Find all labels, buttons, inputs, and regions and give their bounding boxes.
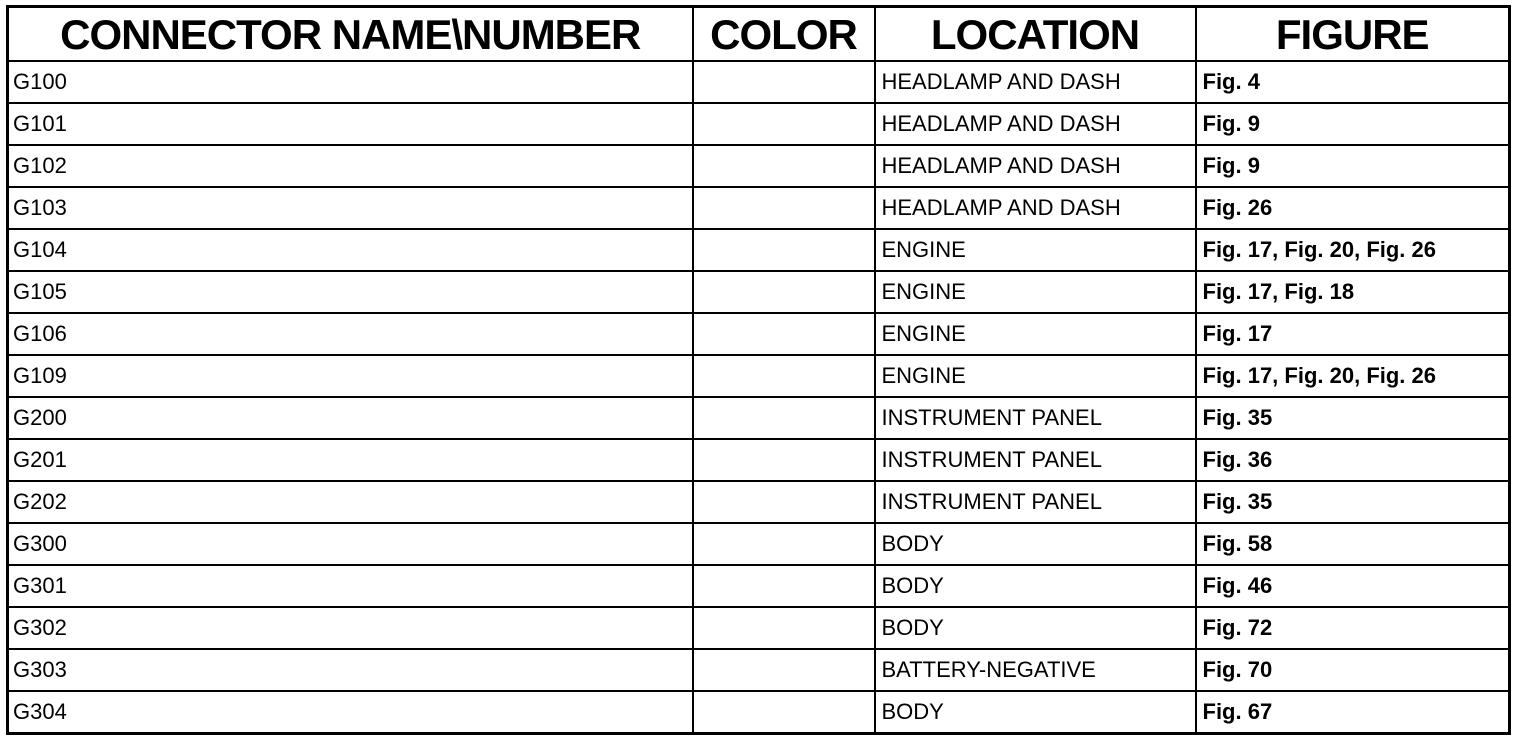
table-row: [8, 355, 1510, 397]
header-color: COLOR: [693, 7, 875, 62]
connector-name-cell: G101: [8, 103, 693, 145]
figure-cell: Fig. 4: [1196, 61, 1510, 103]
color-cell: [693, 607, 875, 649]
color-cell: [693, 145, 875, 187]
location-cell: BODY: [875, 607, 1196, 649]
connector-name-cell: G300: [8, 523, 693, 565]
location-cell: HEADLAMP AND DASH: [875, 187, 1196, 229]
location-cell: HEADLAMP AND DASH: [875, 103, 1196, 145]
color-cell: [693, 103, 875, 145]
figure-cell: Fig. 17: [1196, 313, 1510, 355]
table-row: [8, 313, 1510, 355]
connector-name-cell: G103: [8, 187, 693, 229]
figure-cell: Fig. 67: [1196, 691, 1510, 734]
location-cell: ENGINE: [875, 271, 1196, 313]
location-cell: BODY: [875, 565, 1196, 607]
connector-name-cell: G202: [8, 481, 693, 523]
figure-cell: Fig. 9: [1196, 103, 1510, 145]
table-row: [8, 229, 1510, 271]
location-cell: INSTRUMENT PANEL: [875, 439, 1196, 481]
header-figure: FIGURE: [1196, 7, 1510, 62]
table-row: [8, 103, 1510, 145]
connector-table: [6, 5, 1511, 735]
header-connector-name: CONNECTOR NAME\NUMBER: [8, 7, 693, 62]
figure-cell: Fig. 17, Fig. 18: [1196, 271, 1510, 313]
figure-cell: Fig. 72: [1196, 607, 1510, 649]
table-body: [8, 61, 1510, 734]
location-cell: ENGINE: [875, 313, 1196, 355]
location-cell: BODY: [875, 523, 1196, 565]
connector-name-cell: G100: [8, 61, 693, 103]
table-row: [8, 187, 1510, 229]
connector-name-cell: G200: [8, 397, 693, 439]
connector-name-cell: G106: [8, 313, 693, 355]
figure-cell: Fig. 26: [1196, 187, 1510, 229]
figure-cell: Fig. 17, Fig. 20, Fig. 26: [1196, 355, 1510, 397]
connector-name-cell: G109: [8, 355, 693, 397]
color-cell: [693, 229, 875, 271]
figure-cell: Fig. 17, Fig. 20, Fig. 26: [1196, 229, 1510, 271]
figure-cell: Fig. 9: [1196, 145, 1510, 187]
connector-name-cell: G303: [8, 649, 693, 691]
location-cell: HEADLAMP AND DASH: [875, 61, 1196, 103]
table-row: [8, 649, 1510, 691]
table-row: [8, 691, 1510, 734]
color-cell: [693, 355, 875, 397]
connector-name-cell: G102: [8, 145, 693, 187]
connector-name-cell: G105: [8, 271, 693, 313]
connector-name-cell: G104: [8, 229, 693, 271]
connector-name-cell: G302: [8, 607, 693, 649]
color-cell: [693, 439, 875, 481]
table-row: [8, 61, 1510, 103]
color-cell: [693, 523, 875, 565]
connector-name-cell: G304: [8, 691, 693, 734]
location-cell: ENGINE: [875, 355, 1196, 397]
location-cell: BODY: [875, 691, 1196, 734]
color-cell: [693, 313, 875, 355]
header-location: LOCATION: [875, 7, 1196, 62]
header-row: [8, 7, 1510, 62]
location-cell: HEADLAMP AND DASH: [875, 145, 1196, 187]
color-cell: [693, 187, 875, 229]
figure-cell: Fig. 35: [1196, 481, 1510, 523]
location-cell: INSTRUMENT PANEL: [875, 397, 1196, 439]
table-row: [8, 397, 1510, 439]
location-cell: BATTERY-NEGATIVE: [875, 649, 1196, 691]
color-cell: [693, 61, 875, 103]
connector-name-cell: G201: [8, 439, 693, 481]
table-row: [8, 523, 1510, 565]
location-cell: ENGINE: [875, 229, 1196, 271]
table-row: [8, 271, 1510, 313]
figure-cell: Fig. 70: [1196, 649, 1510, 691]
connector-name-cell: G301: [8, 565, 693, 607]
table-row: [8, 145, 1510, 187]
table-row: [8, 607, 1510, 649]
figure-cell: Fig. 35: [1196, 397, 1510, 439]
color-cell: [693, 691, 875, 734]
figure-cell: Fig. 36: [1196, 439, 1510, 481]
location-cell: INSTRUMENT PANEL: [875, 481, 1196, 523]
figure-cell: Fig. 46: [1196, 565, 1510, 607]
figure-cell: Fig. 58: [1196, 523, 1510, 565]
table-row: [8, 565, 1510, 607]
table-row: [8, 481, 1510, 523]
color-cell: [693, 271, 875, 313]
color-cell: [693, 397, 875, 439]
color-cell: [693, 481, 875, 523]
color-cell: [693, 649, 875, 691]
color-cell: [693, 565, 875, 607]
table-row: [8, 439, 1510, 481]
